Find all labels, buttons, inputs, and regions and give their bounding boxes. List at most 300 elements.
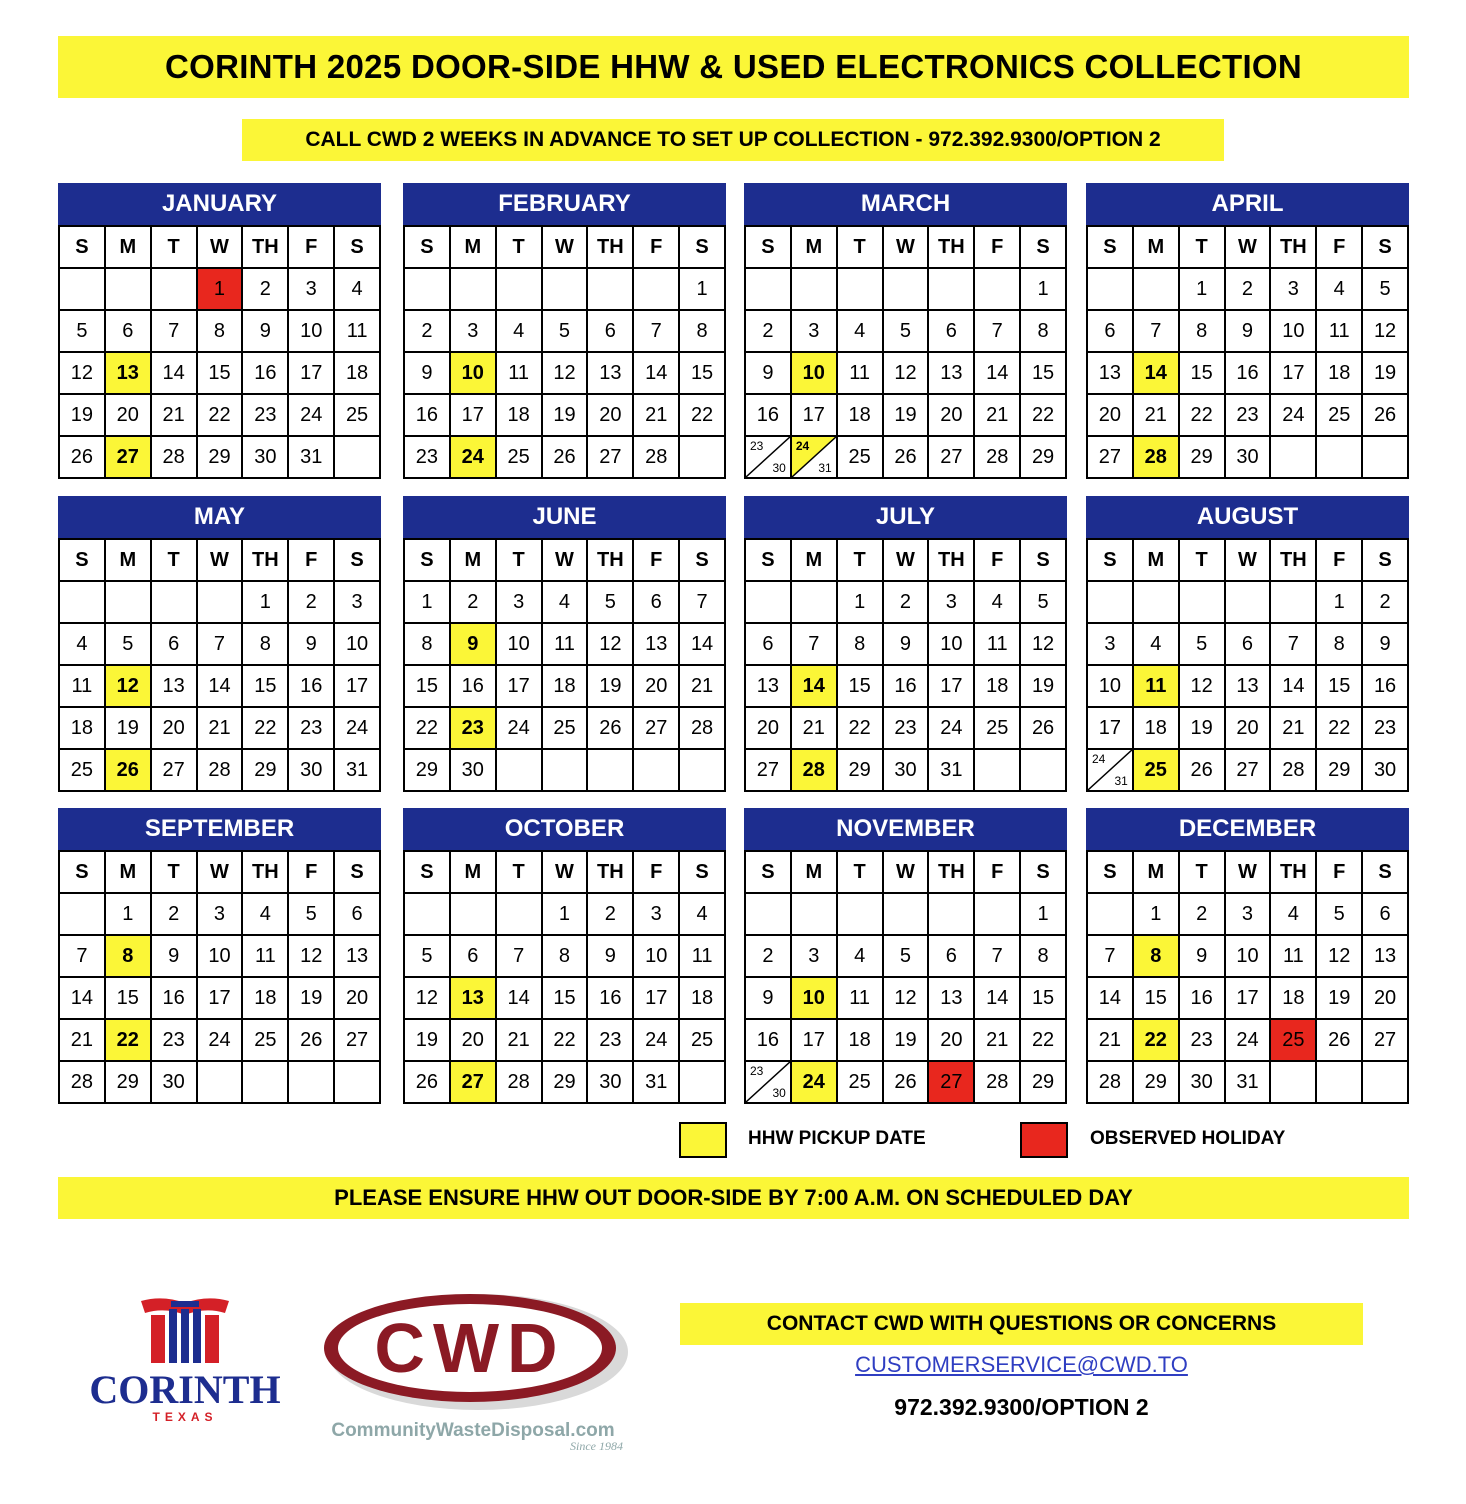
day-cell: 4 [838, 936, 884, 978]
month-january [58, 183, 381, 479]
hhw-pickup-day: 27 [106, 437, 152, 479]
empty-day-cell [634, 750, 680, 792]
day-cell: 20 [746, 708, 792, 750]
day-cell: 12 [1180, 666, 1226, 708]
day-cell: 20 [929, 395, 975, 437]
month-name: NOVEMBER [744, 808, 1067, 850]
day-cell: 27 [335, 1020, 381, 1062]
day-cell: 9 [746, 353, 792, 395]
day-cell: 16 [405, 395, 451, 437]
day-cell: 7 [680, 582, 726, 624]
month-october [403, 808, 726, 1104]
day-cell: 29 [1021, 437, 1067, 479]
month-grid [1086, 850, 1409, 1104]
day-of-week-header: F [1317, 852, 1363, 894]
day-cell: 5 [1363, 269, 1409, 311]
day-cell: 18 [1134, 708, 1180, 750]
day-cell: 24 [198, 1020, 244, 1062]
day-cell: 17 [497, 666, 543, 708]
cwd-since: Since 1984 [570, 1439, 623, 1453]
day-cell: 23 [588, 1020, 634, 1062]
day-cell: 29 [838, 750, 884, 792]
day-of-week-header: S [1021, 227, 1067, 269]
day-cell: 4 [1317, 269, 1363, 311]
day-of-week-header: TH [588, 852, 634, 894]
day-cell: 2 [746, 311, 792, 353]
empty-day-cell [588, 750, 634, 792]
day-cell: 1 [1021, 894, 1067, 936]
day-cell: 12 [884, 353, 930, 395]
day-cell: 23 [1363, 708, 1409, 750]
day-cell: 15 [1021, 978, 1067, 1020]
legend-holiday-swatch [1020, 1122, 1068, 1158]
day-of-week-header: TH [929, 540, 975, 582]
day-cell: 4 [680, 894, 726, 936]
day-of-week-header: M [792, 852, 838, 894]
day-cell: 16 [1180, 978, 1226, 1020]
day-cell: 3 [1271, 269, 1317, 311]
day-cell: 16 [451, 666, 497, 708]
day-cell: 8 [198, 311, 244, 353]
corinth-name: CORINTH [89, 1367, 281, 1412]
empty-day-cell [884, 269, 930, 311]
empty-day-cell [588, 269, 634, 311]
hhw-pickup-day: 8 [1134, 936, 1180, 978]
day-cell: 18 [60, 708, 106, 750]
day-cell: 2 [884, 582, 930, 624]
day-cell: 13 [634, 624, 680, 666]
day-cell: 27 [929, 437, 975, 479]
day-cell: 13 [1226, 666, 1272, 708]
day-cell: 25 [335, 395, 381, 437]
empty-day-cell [975, 750, 1021, 792]
hhw-pickup-day: 22 [106, 1020, 152, 1062]
day-cell: 13 [335, 936, 381, 978]
day-cell: 1 [1134, 894, 1180, 936]
day-cell: 4 [838, 311, 884, 353]
day-of-week-header: M [792, 540, 838, 582]
day-cell: 17 [792, 395, 838, 437]
empty-day-cell [152, 582, 198, 624]
day-cell: 2 [405, 311, 451, 353]
day-cell: 5 [588, 582, 634, 624]
empty-day-cell [335, 1062, 381, 1104]
day-of-week-header: TH [243, 852, 289, 894]
day-cell: 19 [289, 978, 335, 1020]
day-cell: 26 [588, 708, 634, 750]
day-of-week-header: TH [1271, 540, 1317, 582]
day-of-week-header: S [680, 227, 726, 269]
day-cell: 14 [975, 978, 1021, 1020]
day-of-week-header: T [497, 540, 543, 582]
day-cell: 15 [1317, 666, 1363, 708]
month-name: OCTOBER [403, 808, 726, 850]
day-cell: 18 [680, 978, 726, 1020]
day-cell: 9 [1180, 936, 1226, 978]
day-cell: 6 [152, 624, 198, 666]
day-cell: 17 [1271, 353, 1317, 395]
day-of-week-header: S [405, 540, 451, 582]
email-link[interactable]: CUSTOMERSERVICE@CWD.TO [855, 1352, 1188, 1377]
day-of-week-header: S [1021, 852, 1067, 894]
hhw-pickup-day: 13 [451, 978, 497, 1020]
empty-day-cell [106, 269, 152, 311]
day-cell: 5 [884, 311, 930, 353]
empty-day-cell [680, 1062, 726, 1104]
day-cell: 19 [405, 1020, 451, 1062]
hhw-pickup-day: 24 [792, 1062, 838, 1104]
day-cell: 5 [1021, 582, 1067, 624]
day-cell: 10 [289, 311, 335, 353]
holiday-day: 27 [929, 1062, 975, 1104]
day-cell: 19 [884, 395, 930, 437]
day-cell: 6 [588, 311, 634, 353]
corinth-column-icon [141, 1298, 229, 1363]
day-cell: 10 [1088, 666, 1134, 708]
day-cell: 7 [1271, 624, 1317, 666]
empty-day-cell [60, 894, 106, 936]
day-cell: 24 [929, 708, 975, 750]
day-cell: 5 [1180, 624, 1226, 666]
day-cell: 3 [1226, 894, 1272, 936]
day-number: 31 [1114, 774, 1128, 788]
day-cell: 20 [451, 1020, 497, 1062]
day-of-week-header: W [543, 852, 589, 894]
day-cell: 13 [152, 666, 198, 708]
hhw-pickup-day: 11 [1134, 666, 1180, 708]
day-cell: 22 [543, 1020, 589, 1062]
day-cell: 18 [975, 666, 1021, 708]
day-of-week-header: M [1134, 540, 1180, 582]
day-cell: 22 [243, 708, 289, 750]
day-of-week-header: TH [929, 227, 975, 269]
day-cell: 2 [243, 269, 289, 311]
day-cell: 13 [929, 978, 975, 1020]
empty-day-cell [451, 269, 497, 311]
day-cell: 5 [884, 936, 930, 978]
day-cell: 13 [588, 353, 634, 395]
day-of-week-header: T [838, 227, 884, 269]
day-cell: 14 [198, 666, 244, 708]
day-cell: 2 [451, 582, 497, 624]
hhw-pickup-day: 10 [792, 353, 838, 395]
day-cell: 10 [1271, 311, 1317, 353]
day-cell: 4 [60, 624, 106, 666]
day-of-week-header: W [1226, 540, 1272, 582]
hhw-pickup-day: 8 [106, 936, 152, 978]
empty-day-cell [1363, 1062, 1409, 1104]
day-cell: 13 [929, 353, 975, 395]
day-cell: 4 [543, 582, 589, 624]
day-cell: 29 [198, 437, 244, 479]
day-cell: 28 [198, 750, 244, 792]
day-of-week-header: TH [1271, 227, 1317, 269]
day-cell: 16 [746, 1020, 792, 1062]
day-cell: 21 [680, 666, 726, 708]
day-cell: 6 [451, 936, 497, 978]
day-cell: 17 [335, 666, 381, 708]
day-cell: 25 [497, 437, 543, 479]
day-cell: 31 [634, 1062, 680, 1104]
day-cell: 17 [1226, 978, 1272, 1020]
month-july [744, 496, 1067, 792]
day-cell: 13 [1363, 936, 1409, 978]
phone-number: 972.392.9300/OPTION 2 [894, 1394, 1149, 1420]
day-of-week-header: S [680, 852, 726, 894]
day-cell: 18 [543, 666, 589, 708]
day-cell: 14 [680, 624, 726, 666]
split-day-cell [792, 437, 838, 479]
day-cell: 7 [975, 311, 1021, 353]
day-cell: 1 [838, 582, 884, 624]
day-cell: 28 [497, 1062, 543, 1104]
day-cell: 26 [1317, 1020, 1363, 1062]
day-cell: 15 [838, 666, 884, 708]
day-cell: 27 [1226, 750, 1272, 792]
empty-day-cell [289, 1062, 335, 1104]
day-cell: 23 [405, 437, 451, 479]
day-cell: 3 [634, 894, 680, 936]
day-cell: 5 [60, 311, 106, 353]
day-of-week-header: M [1134, 852, 1180, 894]
page-title: CORINTH 2025 DOOR-SIDE HHW & USED ELECTRONICS COLLECTION [58, 36, 1409, 98]
day-cell: 22 [838, 708, 884, 750]
day-cell: 10 [198, 936, 244, 978]
day-cell: 3 [335, 582, 381, 624]
day-cell: 29 [243, 750, 289, 792]
day-cell: 4 [1134, 624, 1180, 666]
day-cell: 4 [335, 269, 381, 311]
day-cell: 15 [198, 353, 244, 395]
day-of-week-header: W [884, 852, 930, 894]
day-number: 24 [795, 439, 810, 453]
month-name: APRIL [1086, 183, 1409, 225]
empty-day-cell [497, 750, 543, 792]
day-cell: 5 [543, 311, 589, 353]
day-cell: 14 [1088, 978, 1134, 1020]
day-of-week-header: T [838, 852, 884, 894]
day-of-week-header: S [1088, 852, 1134, 894]
empty-day-cell [929, 894, 975, 936]
day-of-week-header: W [1226, 227, 1272, 269]
day-cell: 16 [243, 353, 289, 395]
month-grid [58, 850, 381, 1104]
day-number: 23 [750, 439, 764, 453]
day-of-week-header: W [884, 227, 930, 269]
day-of-week-header: S [680, 540, 726, 582]
empty-day-cell [1271, 1062, 1317, 1104]
day-cell: 3 [451, 311, 497, 353]
day-cell: 14 [60, 978, 106, 1020]
day-cell: 11 [1271, 936, 1317, 978]
day-of-week-header: T [1180, 227, 1226, 269]
day-number: 23 [750, 1064, 764, 1078]
day-number: 30 [772, 461, 786, 475]
day-of-week-header: S [1088, 540, 1134, 582]
day-of-week-header: M [451, 540, 497, 582]
day-cell: 28 [975, 1062, 1021, 1104]
empty-day-cell [838, 894, 884, 936]
day-cell: 17 [929, 666, 975, 708]
day-cell: 19 [884, 1020, 930, 1062]
day-cell: 7 [1088, 936, 1134, 978]
day-cell: 10 [929, 624, 975, 666]
day-cell: 21 [1271, 708, 1317, 750]
month-grid [58, 225, 381, 479]
day-cell: 17 [451, 395, 497, 437]
day-of-week-header: F [289, 852, 335, 894]
empty-day-cell [1088, 269, 1134, 311]
empty-day-cell [792, 269, 838, 311]
day-of-week-header: M [451, 852, 497, 894]
day-cell: 6 [106, 311, 152, 353]
day-cell: 19 [588, 666, 634, 708]
empty-day-cell [1317, 1062, 1363, 1104]
hhw-pickup-day: 22 [1134, 1020, 1180, 1062]
day-of-week-header: TH [588, 540, 634, 582]
day-cell: 26 [60, 437, 106, 479]
day-cell: 8 [243, 624, 289, 666]
day-cell: 16 [1226, 353, 1272, 395]
day-cell: 27 [1363, 1020, 1409, 1062]
day-cell: 29 [543, 1062, 589, 1104]
day-cell: 22 [198, 395, 244, 437]
day-of-week-header: W [1226, 852, 1272, 894]
empty-day-cell [1021, 750, 1067, 792]
month-name: FEBRUARY [403, 183, 726, 225]
day-of-week-header: F [975, 227, 1021, 269]
month-name: JUNE [403, 496, 726, 538]
day-of-week-header: M [1134, 227, 1180, 269]
empty-day-cell [1180, 582, 1226, 624]
day-cell: 30 [1226, 437, 1272, 479]
day-cell: 30 [152, 1062, 198, 1104]
day-cell: 2 [152, 894, 198, 936]
day-cell: 29 [106, 1062, 152, 1104]
empty-day-cell [543, 269, 589, 311]
month-grid [1086, 225, 1409, 479]
day-cell: 24 [1271, 395, 1317, 437]
month-march [744, 183, 1067, 479]
day-cell: 26 [884, 437, 930, 479]
day-cell: 1 [1021, 269, 1067, 311]
day-cell: 25 [243, 1020, 289, 1062]
day-cell: 20 [152, 708, 198, 750]
hhw-pickup-day: 10 [792, 978, 838, 1020]
day-cell: 18 [1271, 978, 1317, 1020]
empty-day-cell [746, 894, 792, 936]
day-of-week-header: S [335, 227, 381, 269]
day-cell: 25 [543, 708, 589, 750]
holiday-day: 25 [1271, 1020, 1317, 1062]
day-of-week-header: F [1317, 227, 1363, 269]
day-cell: 22 [1021, 395, 1067, 437]
day-cell: 22 [1317, 708, 1363, 750]
empty-day-cell [543, 750, 589, 792]
hhw-pickup-day: 13 [106, 353, 152, 395]
day-cell: 17 [289, 353, 335, 395]
day-cell: 20 [106, 395, 152, 437]
day-cell: 8 [1317, 624, 1363, 666]
day-cell: 19 [1317, 978, 1363, 1020]
day-cell: 9 [746, 978, 792, 1020]
day-cell: 23 [289, 708, 335, 750]
day-of-week-header: M [106, 227, 152, 269]
month-may [58, 496, 381, 792]
day-cell: 7 [975, 936, 1021, 978]
day-cell: 16 [152, 978, 198, 1020]
empty-day-cell [405, 894, 451, 936]
split-day-cell [1088, 750, 1134, 792]
day-of-week-header: F [975, 852, 1021, 894]
day-cell: 17 [634, 978, 680, 1020]
day-of-week-header: TH [243, 540, 289, 582]
day-cell: 14 [1271, 666, 1317, 708]
day-of-week-header: S [405, 227, 451, 269]
day-cell: 18 [838, 1020, 884, 1062]
day-cell: 18 [243, 978, 289, 1020]
day-cell: 20 [1363, 978, 1409, 1020]
day-cell: 1 [405, 582, 451, 624]
month-august [1086, 496, 1409, 792]
day-cell: 30 [884, 750, 930, 792]
day-cell: 8 [838, 624, 884, 666]
day-of-week-header: W [198, 540, 244, 582]
day-cell: 17 [1088, 708, 1134, 750]
empty-day-cell [60, 582, 106, 624]
day-cell: 23 [884, 708, 930, 750]
day-cell: 10 [634, 936, 680, 978]
day-cell: 21 [198, 708, 244, 750]
hhw-pickup-day: 12 [106, 666, 152, 708]
day-cell: 31 [929, 750, 975, 792]
empty-day-cell [497, 269, 543, 311]
day-cell: 18 [838, 395, 884, 437]
day-of-week-header: F [634, 227, 680, 269]
day-cell: 28 [975, 437, 1021, 479]
empty-day-cell [60, 269, 106, 311]
day-cell: 5 [106, 624, 152, 666]
day-cell: 19 [1021, 666, 1067, 708]
day-cell: 14 [634, 353, 680, 395]
day-cell: 19 [106, 708, 152, 750]
day-cell: 20 [1088, 395, 1134, 437]
day-cell: 17 [792, 1020, 838, 1062]
empty-day-cell [1317, 437, 1363, 479]
empty-day-cell [1271, 437, 1317, 479]
day-cell: 11 [335, 311, 381, 353]
day-cell: 29 [1134, 1062, 1180, 1104]
empty-day-cell [198, 1062, 244, 1104]
day-of-week-header: S [1363, 227, 1409, 269]
day-of-week-header: W [884, 540, 930, 582]
day-cell: 7 [60, 936, 106, 978]
day-cell: 15 [680, 353, 726, 395]
day-cell: 12 [588, 624, 634, 666]
day-cell: 9 [289, 624, 335, 666]
day-cell: 24 [335, 708, 381, 750]
day-cell: 8 [1021, 936, 1067, 978]
day-cell: 6 [929, 936, 975, 978]
day-of-week-header: S [746, 227, 792, 269]
day-cell: 16 [884, 666, 930, 708]
day-of-week-header: T [1180, 540, 1226, 582]
day-cell: 6 [634, 582, 680, 624]
day-cell: 15 [1021, 353, 1067, 395]
day-cell: 7 [634, 311, 680, 353]
day-cell: 14 [497, 978, 543, 1020]
empty-day-cell [335, 437, 381, 479]
